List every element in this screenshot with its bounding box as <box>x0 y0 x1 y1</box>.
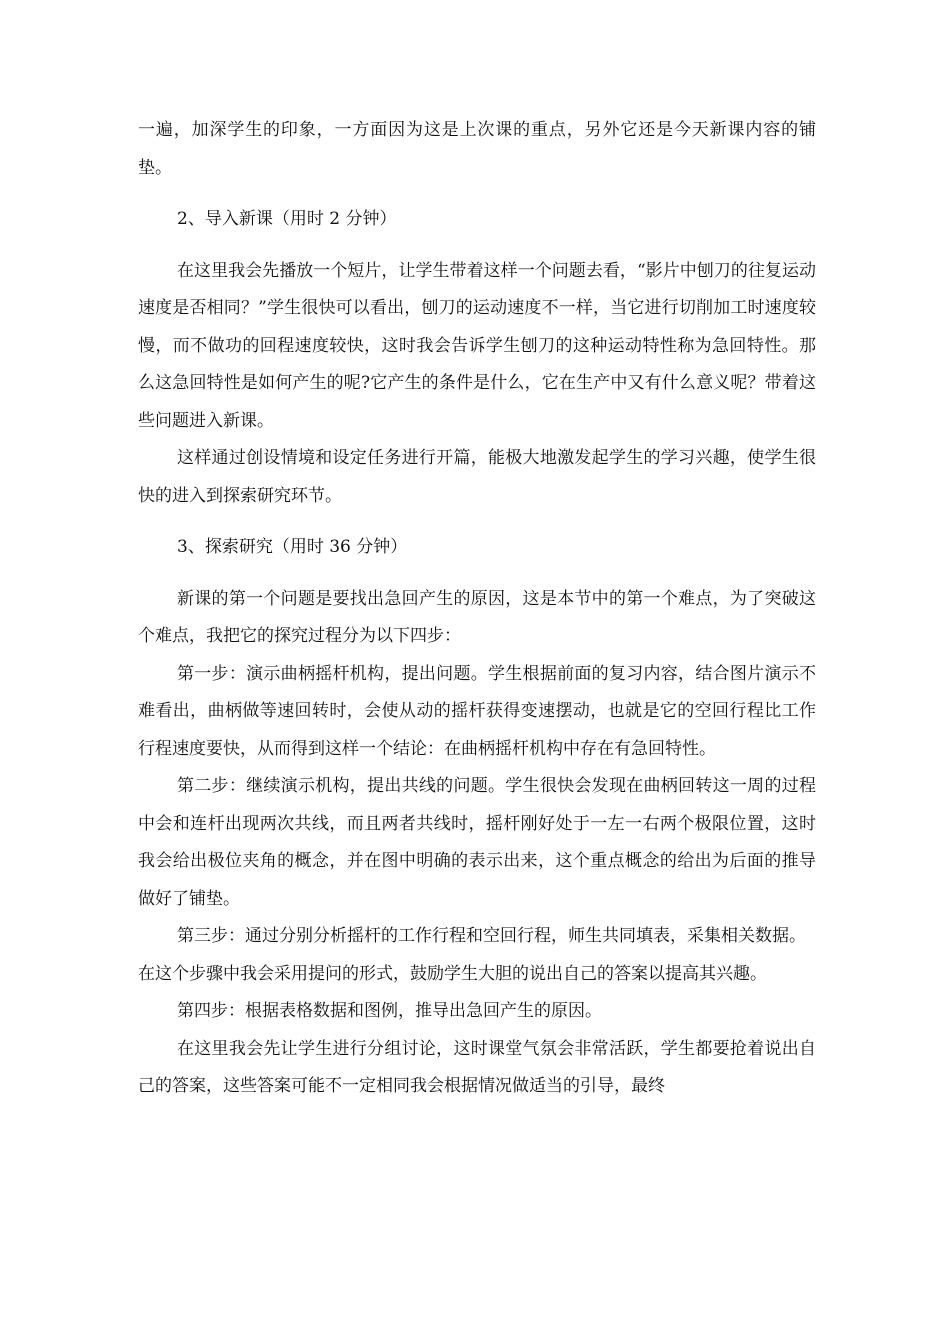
paragraph-step-2: 第二步：继续演示机构，提出共线的问题。学生很快会发现在曲柄回转这一周的过程中会和连杆出现两次共线，而且两者共线时，摇杆刚好处于一左一右两个极限位置，这时我会给出极位夹角的概念，并在图中明确的表示出来，这个重点概念的给出为后面的推导做好了铺垫。 <box>138 776 816 909</box>
heading-exploration: 3、探索研究（用时 36 分钟） <box>177 537 408 557</box>
paragraph-3: 这样通过创设情境和设定任务进行开篇，能极大地激发起学生的学习兴趣，使学生很快的进入到探索研究环节。 <box>138 448 816 506</box>
paragraph-step-1: 第一步：演示曲柄摇杆机构，提出问题。学生根据前面的复习内容，结合图片演示不难看出，曲柄做等速回转时，会使从动的摇杆获得变速摆动，也就是它的空回行程比工作行程速度要快，从而得到这样一个结论：在曲柄摇杆机构中存在有急回特性。 <box>138 663 816 759</box>
paragraph-step-3-note: 在这个步骤中我会采用提问的形式，鼓励学生大胆的说出自己的答案以提高其兴趣。 <box>138 963 767 984</box>
heading-lead-in: 2、导入新课（用时 2 分钟） <box>177 209 397 229</box>
paragraph-1: 一遍，加深学生的印象，一方面因为这是上次课的重点，另外它还是今天新课内容的铺垫。 <box>138 120 816 178</box>
paragraph-4: 新课的第一个问题是要找出急回产生的原因，这是本节中的第一个难点，为了突破这个难点，我把它的探究过程分为以下四步： <box>138 588 816 646</box>
paragraph-step-3: 第三步：通过分别分析摇杆的工作行程和空回行程，师生共同填表，采集相关数据。 <box>177 926 806 946</box>
paragraph-step-4: 第四步：根据表格数据和图例，推导出急回产生的原因。 <box>177 1001 602 1021</box>
paragraph-discussion: 在这里我会先让学生进行分组讨论，这时课堂气氛会非常活跃，学生都要抢着说出自己的答案，这些答案可能不一定相同我会根据情况做适当的引导，最终 <box>138 1038 816 1096</box>
paragraph-2: 在这里我会先播放一个短片，让学生带着这样一个问题去看，“影片中刨刀的往复运动速度是否相同？”学生很快可以看出，刨刀的运动速度不一样，当它进行切削加工时速度较慢，而不做功的回程速度较快，这时我会告诉学生刨刀的这种运动特性称为急回特性。那么这急回特性是如何产生的呢?它产生的条件是什么，它在生产中又有什么意义呢？带着这些问题进入新课。 <box>138 260 816 431</box>
document-body <box>138 112 816 1106</box>
